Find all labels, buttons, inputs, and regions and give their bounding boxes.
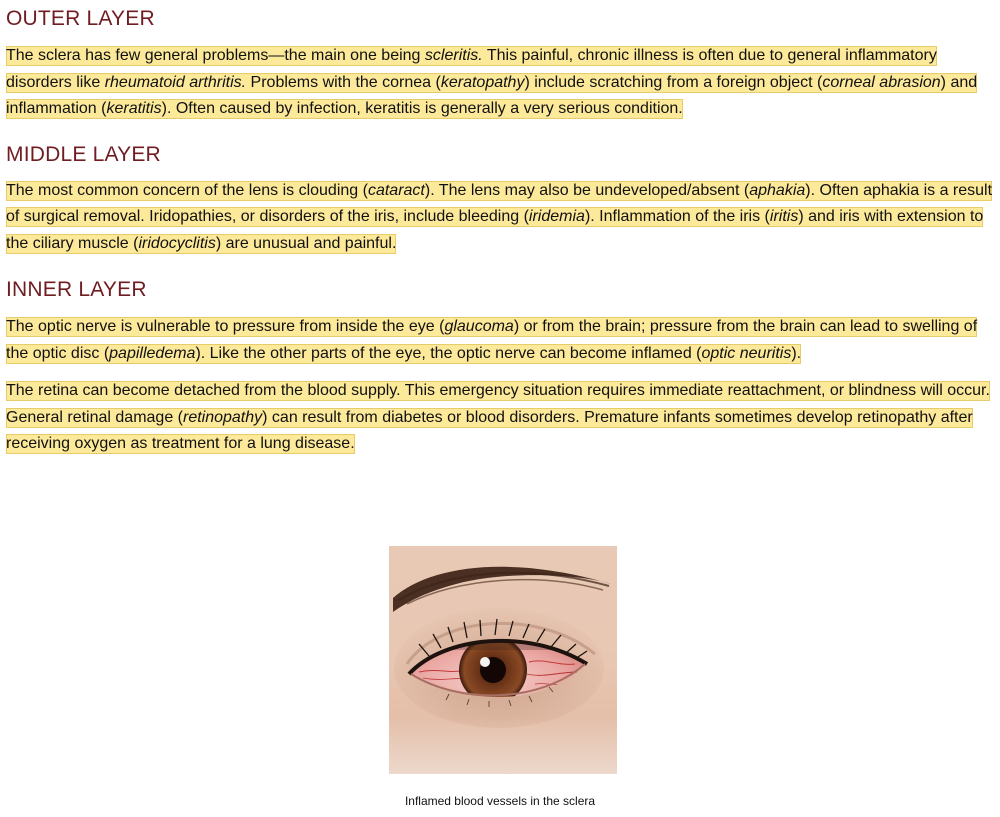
text-run: ) and iris with extension to the ciliary muscle ( xyxy=(6,208,984,252)
italic-term: optic neuritis xyxy=(701,344,792,362)
text-run: ) and inflammation ( xyxy=(6,73,978,117)
section-outer-layer xyxy=(6,6,994,123)
text-run: The retina can become detached from the blood supply. This emergency situation requires immediate reattachment, or blindness will occur. General retinal damage ( xyxy=(6,382,990,426)
text-run: ). The lens may also be undeveloped/absent ( xyxy=(424,181,750,199)
italic-term: aphakia xyxy=(749,181,806,199)
text-run: ). Often caused by infection, keratitis is generally a very serious condition. xyxy=(161,100,683,117)
highlight xyxy=(6,46,977,119)
text-run: The optic nerve is vulnerable to pressure from inside the eye ( xyxy=(6,318,445,335)
text-run: ) include scratching from a foreign object ( xyxy=(524,73,823,91)
paragraph-retina xyxy=(6,378,994,458)
text-run: ). xyxy=(791,344,802,362)
italic-term: glaucoma xyxy=(444,318,514,335)
highlight xyxy=(6,317,977,364)
italic-term: cataract xyxy=(367,181,425,199)
italic-term: keratopathy xyxy=(440,73,525,91)
italic-term: retinopathy xyxy=(182,408,263,426)
text-run: Problems with the cornea ( xyxy=(246,73,441,91)
text-run: ). Inflammation of the iris ( xyxy=(584,208,770,225)
inflamed-eye-image xyxy=(389,546,617,774)
heading-middle-layer: MIDDLE LAYER xyxy=(6,142,161,166)
text-run: The most common concern of the lens is clouding ( xyxy=(6,181,368,199)
italic-term: keratitis xyxy=(106,100,162,117)
highlight xyxy=(6,181,992,254)
paragraph-optic-nerve xyxy=(6,314,994,367)
eye-illustration xyxy=(389,546,617,774)
italic-term: scleritis. xyxy=(424,47,483,64)
section-middle-layer xyxy=(6,142,994,258)
text-run: The sclera has few general problems—the main one being xyxy=(6,47,425,64)
heading-outer-layer: OUTER LAYER xyxy=(6,7,155,30)
figure-caption: Inflamed blood vessels in the sclera xyxy=(404,794,596,808)
italic-term: rheumatoid arthritis. xyxy=(104,73,247,91)
italic-term: iritis xyxy=(769,208,799,225)
italic-term: papilledema xyxy=(109,344,196,362)
italic-term: iridocyclitis xyxy=(138,234,216,252)
italic-term: iridemia xyxy=(528,208,585,225)
paragraph-outer-layer xyxy=(6,43,994,123)
heading-inner-layer: INNER LAYER xyxy=(6,278,147,301)
text-run: ) can result from diabetes or blood disorders. Premature infants sometimes develop retinopathy after receiving oxygen as treatment for a lung disease. xyxy=(6,408,973,452)
text-run: ) are unusual and painful. xyxy=(215,234,397,252)
text-run: ). Like the other parts of the eye, the optic nerve can become inflamed ( xyxy=(195,344,702,362)
text-run: ) or from the brain; pressure from the brain can lead to swelling of the optic disc ( xyxy=(6,318,978,362)
section-inner-layer xyxy=(6,277,994,458)
italic-term: corneal abrasion xyxy=(822,73,941,91)
text-run: ). Often aphakia is a result of surgical removal. Iridopathies, or disorders of the iris, include bleeding ( xyxy=(6,181,993,225)
highlight xyxy=(6,381,990,454)
paragraph-middle-layer xyxy=(6,178,994,258)
text-run: This painful, chronic illness is often due to general inflammatory disorders like xyxy=(6,47,937,91)
